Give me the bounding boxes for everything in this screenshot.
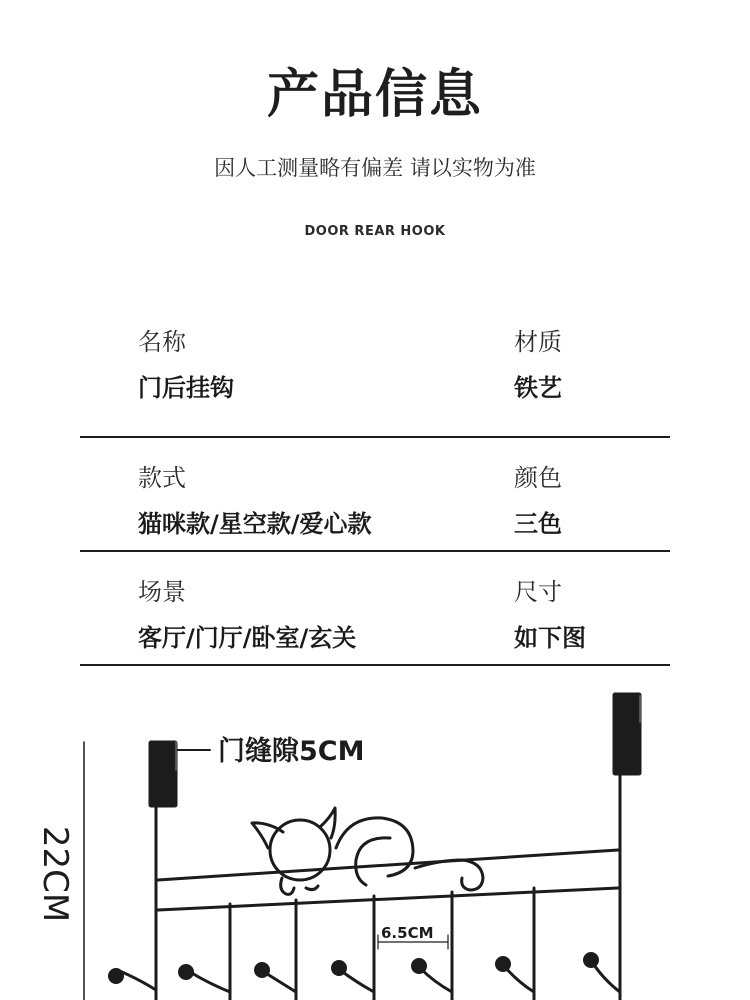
spec-label: 颜色 (514, 464, 562, 492)
height-label: 22CM (35, 825, 75, 923)
spec-value: 铁艺 (514, 374, 562, 402)
spec-label: 场景 (138, 578, 186, 606)
spec-value: 门后挂钩 (138, 374, 234, 402)
spec-value: 如下图 (514, 624, 586, 652)
spec-label: 材质 (514, 328, 562, 356)
hook-spacing-label: 6.5CM (381, 924, 434, 942)
door-gap-label: 门缝隙5CM (218, 736, 365, 767)
spec-value: 客厅/门厅/卧室/玄关 (138, 624, 357, 652)
spec-label: 款式 (138, 464, 186, 492)
spec-value: 三色 (514, 510, 562, 538)
right-door-clip (614, 694, 640, 774)
spec-value: 猫咪款/星空款/爱心款 (138, 510, 372, 538)
english-product-name: DOOR REAR HOOK (304, 224, 446, 239)
page-title: 产品信息 (266, 65, 483, 125)
bottom-bar (158, 888, 618, 910)
cat-decoration-icon (252, 808, 483, 894)
left-door-clip (150, 742, 176, 806)
spec-label: 名称 (138, 328, 186, 356)
spec-label: 尺寸 (514, 578, 562, 606)
measurement-note: 因人工测量略有偏差 请以实物为准 (214, 156, 536, 180)
